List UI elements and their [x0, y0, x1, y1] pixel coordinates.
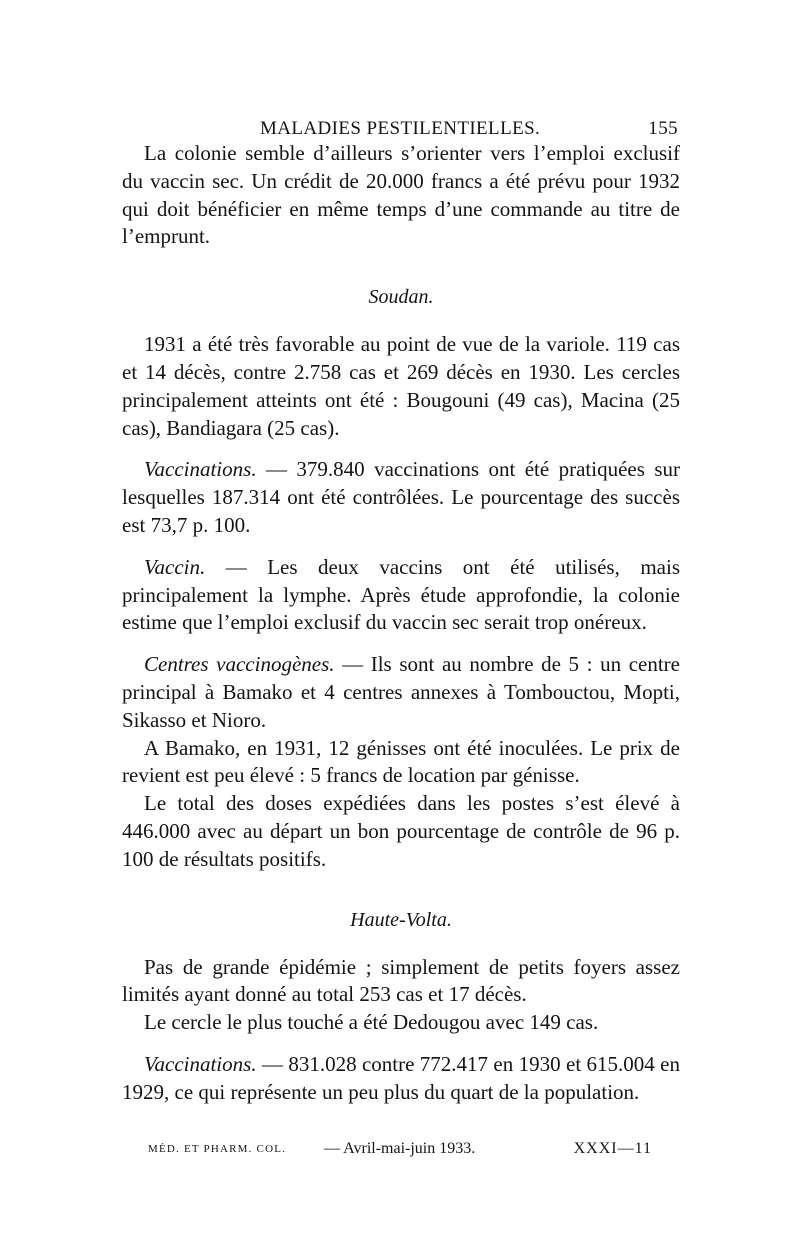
page-footer: [148, 1140, 652, 1164]
section-title-soudan: Soudan.: [368, 286, 434, 309]
soudan-vaccin-text: — Les deux vaccins ont été utilisés, mais principalement la lymphe. Après étude approfondie, la colonie estime que l’emploi exclusif du vaccin sec serait trop onéreux.: [122, 554, 680, 635]
page-body: [122, 110, 680, 1107]
soudan-centres-lead: Centres vaccinogènes.: [144, 652, 335, 677]
footer-signature: XXXI—11: [573, 1140, 652, 1157]
soudan-vaccin-paragraph: [122, 554, 680, 637]
soudan-vaccin-lead: Vaccin.: [144, 554, 206, 579]
haute-volta-summary-paragraph: Pas de grande épidémie ; simplement de petits foyers assez limités ayant donné au total 253 cas et 17 décès.: [122, 954, 680, 1007]
soudan-centres-text: — Ils sont au nombre de 5 : un centre principal à Bamako et 4 centres annexes à Tombouctou, Mopti, Sikasso et Nioro.: [122, 652, 680, 732]
page-number: 155: [648, 118, 678, 139]
running-title: MALADIES PESTILENTIELLES.: [260, 118, 541, 139]
soudan-centres-paragraph: [122, 651, 680, 734]
page-header: [122, 110, 680, 140]
haute-volta-vaccinations-paragraph: [122, 1051, 680, 1107]
soudan-bamako-paragraph: A Bamako, en 1931, 12 génisses ont été inoculées. Le prix de revient est peu élevé : 5 francs de location par génisse.: [122, 735, 680, 788]
intro-paragraph: La colonie semble d’ailleurs s’orienter vers l’emploi exclusif du vaccin sec. Un crédit de 20.000 francs a été prévu pour 1932 qui doit bénéficier en même temps d’une commande au titre de l’emprunt.: [122, 141, 680, 249]
haute-volta-vaccinations-lead: Vaccinations.: [144, 1051, 257, 1076]
section-title-haute-volta: Haute-Volta.: [350, 908, 452, 931]
haute-volta-cercle-paragraph: Le cercle le plus touché a été Dedougou avec 149 cas.: [144, 1010, 599, 1035]
soudan-vaccinations-text: — 379.840 vaccinations ont été pratiquées sur lesquelles 187.314 ont été contrôlées. Le pourcentage des succès est 73,7 p. 100.: [122, 457, 680, 537]
soudan-summary-paragraph: 1931 a été très favorable au point de vue de la variole. 119 cas et 14 décès, contre 2.758 cas et 269 décès en 1930. Les cercles principalement atteints ont été : Bougouni (49 cas), Macina (25 cas), Bandiagara (25 cas).: [122, 332, 680, 440]
soudan-vaccinations-lead: Vaccinations.: [144, 457, 257, 482]
soudan-doses-paragraph: Le total des doses expédiées dans les postes s’est élevé à 446.000 avec au départ un bon pourcentage de contrôle de 96 p. 100 de résultats positifs.: [122, 791, 680, 871]
soudan-vaccinations-paragraph: [122, 456, 680, 539]
footer-journal: MÉD. ET PHARM. COL.: [148, 1143, 287, 1155]
footer-date: — Avril-mai-juin 1933.: [324, 1140, 476, 1157]
haute-volta-vaccinations-text: — 831.028 contre 772.417 en 1930 et 615.004 en 1929, ce qui représente un peu plus du quart de la population.: [122, 1051, 680, 1104]
